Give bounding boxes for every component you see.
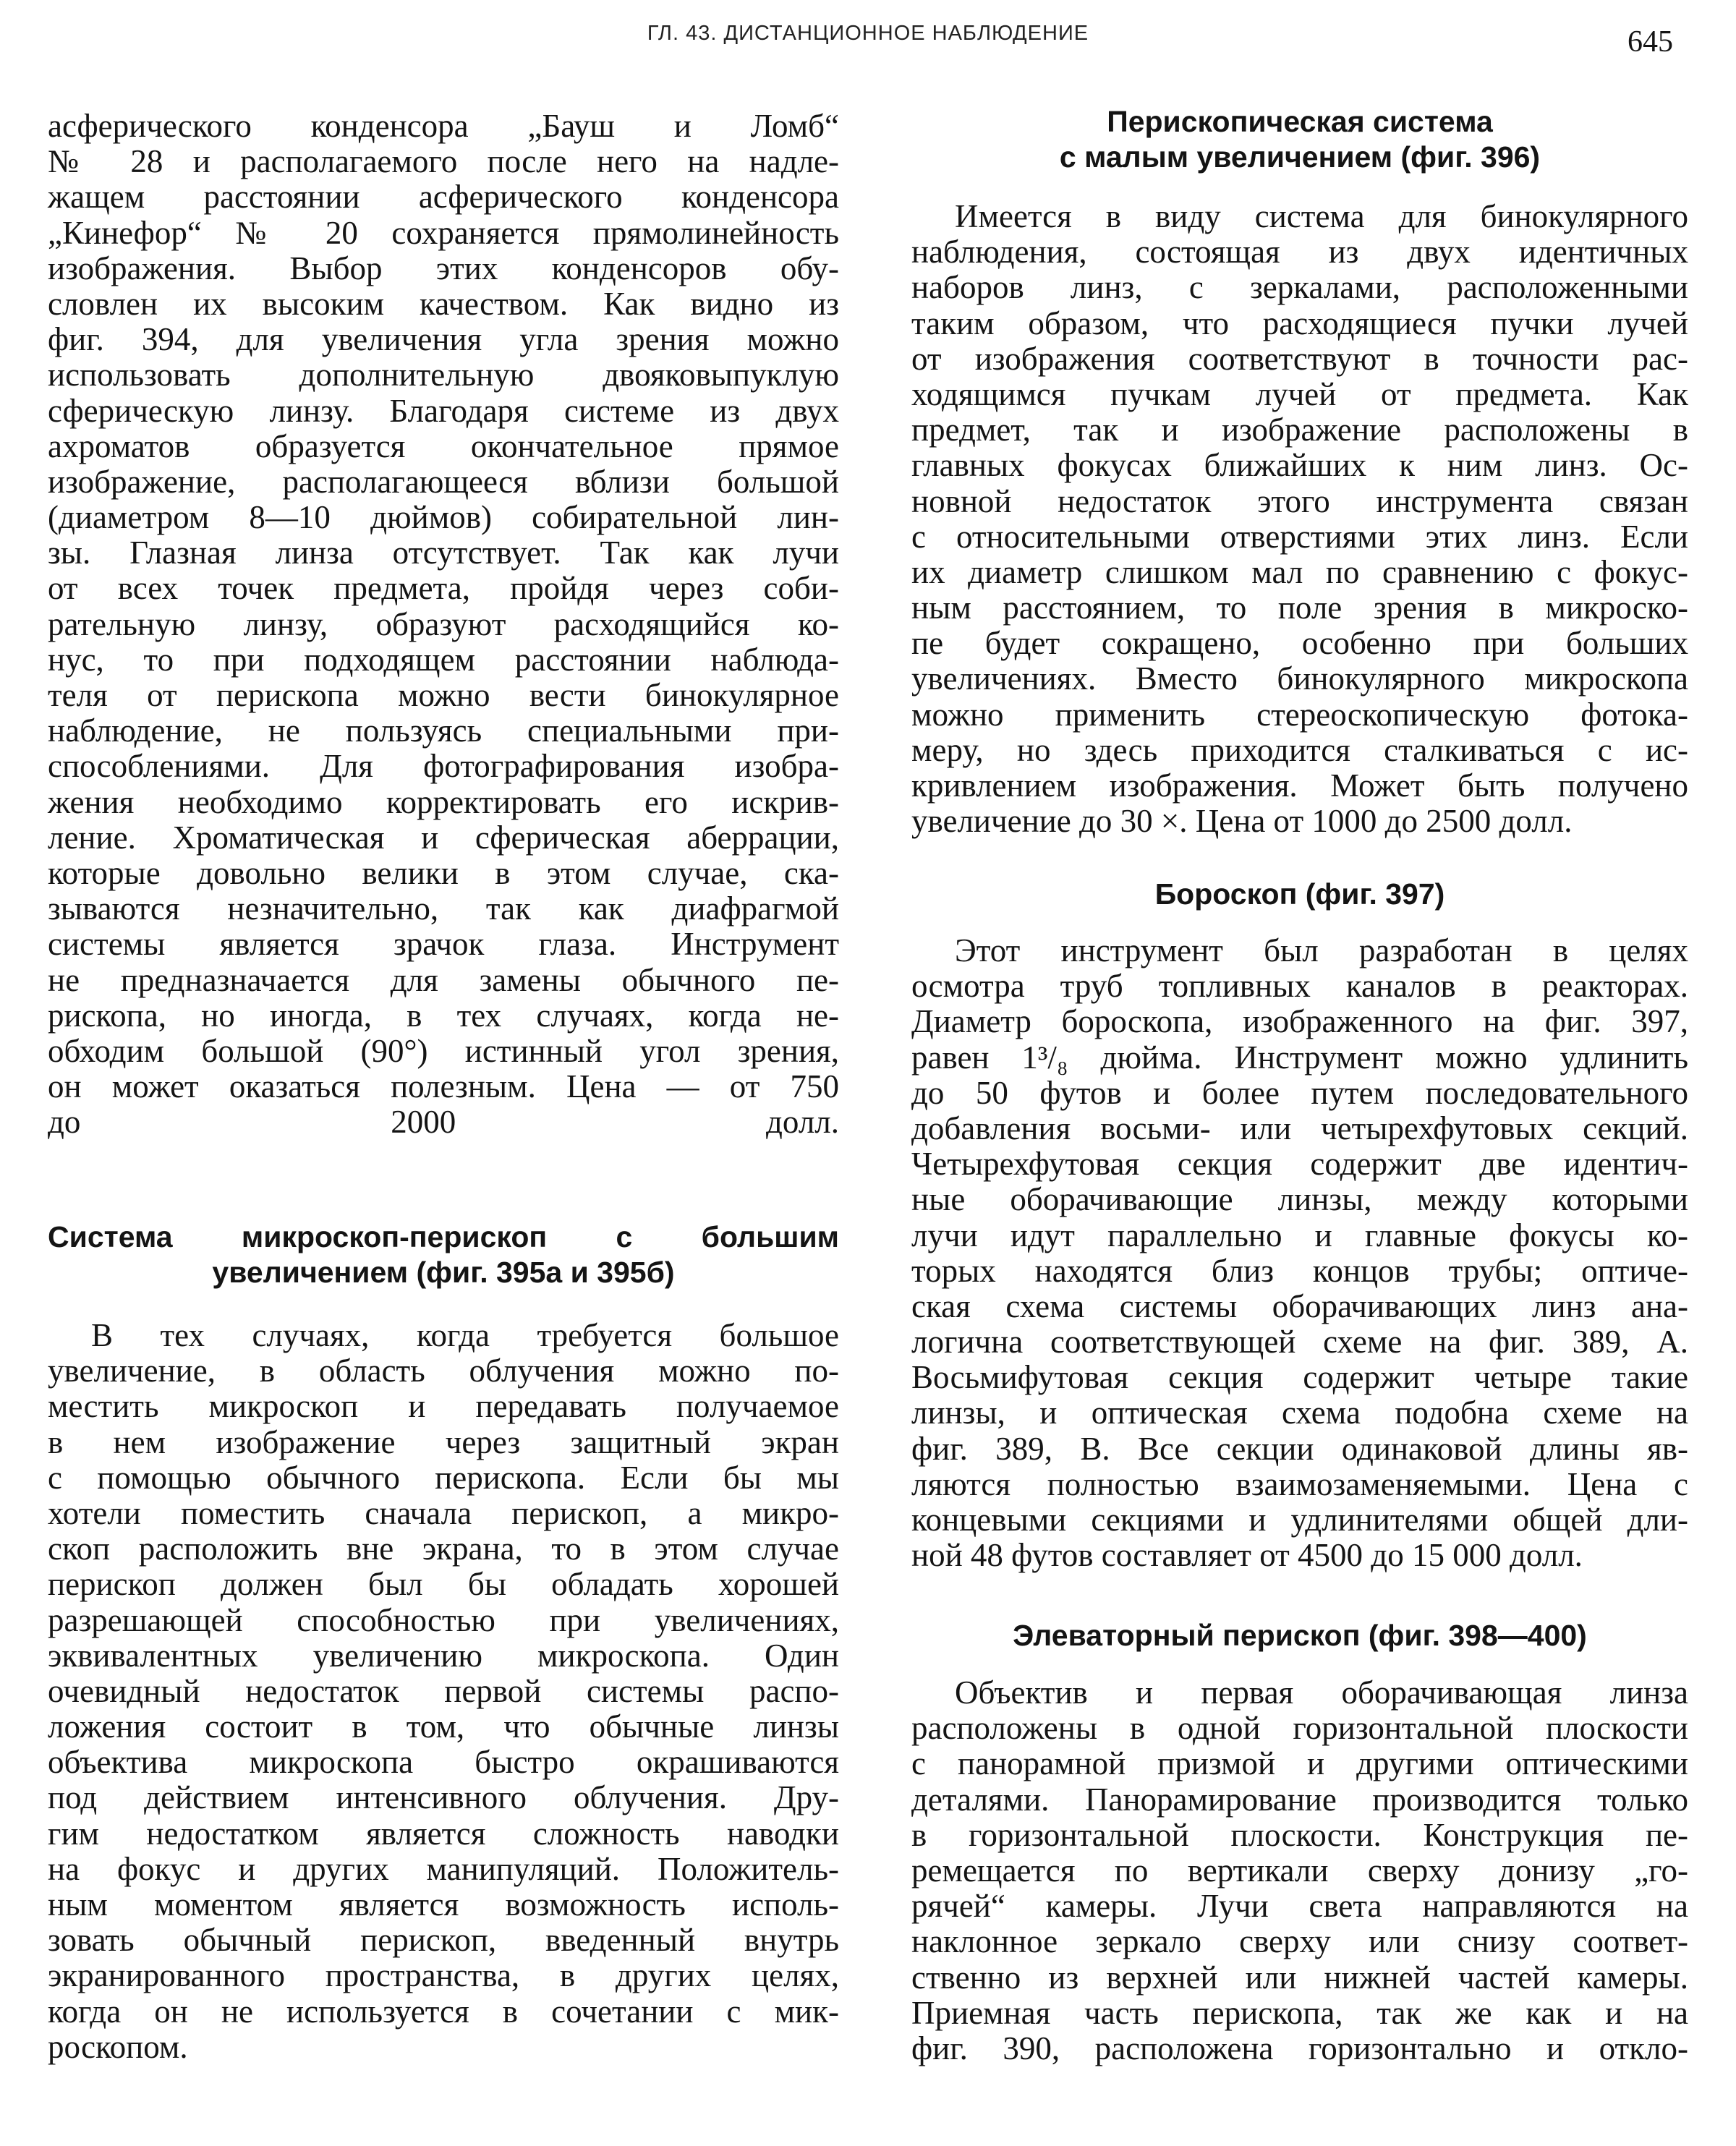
text-line: ская схема системы оборачивающих линз ана- [911,1287,1688,1324]
text-line: объектива микроскопа быстро окрашиваются [48,1744,839,1781]
text-line: рячей“ камеры. Лучи света направляются на [911,1888,1688,1925]
text-line: ление. Хроматическая и сферическая аберрации, [48,819,839,856]
text-line: логична соответствующей схеме на фиг. 389, А. [911,1324,1688,1361]
paragraph [911,1675,1688,2066]
text-line: Восьмифутовая секция содержит четыре такие [911,1359,1688,1396]
heading-line: Бороскоп (фиг. 397) [1154,877,1445,911]
section-heading [911,1618,1688,1653]
text-line: с относительными отверстиями этих линз. Если [911,518,1688,555]
text-line: ные оборачивающие линзы, между которыми [911,1181,1688,1218]
text-line: новной недостаток этого инструмента связан [911,482,1688,519]
text-line: в нем изображение через защитный экран [48,1423,839,1460]
text-line: роскопом. [48,2028,188,2065]
text-line: наклонное зеркало сверху или снизу соответ- [911,1923,1688,1960]
text-line: сферическую линзу. Благодаря системе из двух [48,392,839,429]
text-line: теля от перископа можно вести бинокулярное [48,677,839,713]
text-line: рательную линзу, образуют расходящийся ко- [48,605,839,642]
text-line: эквивалентных увеличению микроскопа. Один [48,1637,839,1674]
text-line: Объектив и первая оборачивающая линза [955,1674,1688,1711]
running-head: ГЛ. 43. ДИСТАНЦИОННОЕ НАБЛЮДЕНИЕ [647,22,1089,45]
text-line: ной 48 футов составляет от 4500 до 15 000 долл. [911,1537,1583,1574]
text-line: концевыми секциями и удлинителями общей дли- [911,1502,1688,1538]
text-line: очевидный недостаток первой системы распо- [48,1672,839,1709]
text-line: ляются полностью взаимозаменяемыми. Цена с [911,1465,1688,1502]
text-line: ным моментом является возможность исполь- [48,1886,839,1923]
heading-line: с малым увеличением (фиг. 396) [1059,140,1541,174]
text-line: способлениями. Для фотографирования изобра- [48,748,839,785]
text-line: под действием интенсивного облучения. Дру- [48,1779,839,1816]
text-line: Этот инструмент был разработан в целях [955,932,1688,968]
text-line: местить микроскоп и передавать получаемое [48,1388,839,1425]
text-line: предмет, так и изображение расположены в [911,412,1688,448]
text-line: фиг. 394, для увеличения угла зрения можно [48,321,839,358]
text-line: он может оказаться полезным. Цена — от 750 [48,1068,839,1105]
paragraph [48,108,839,1140]
section-heading [911,104,1688,175]
text-line: на фокус и других манипуляций. Положитель- [48,1850,839,1887]
text-line: которые довольно велики в этом случае, ска- [48,854,839,891]
text-line: системы является зрачок глаза. Инструмент [48,926,839,963]
heading-line: увеличением (фиг. 395а и 395б) [212,1256,675,1290]
text-line: Имеется в виду система для бинокулярного [955,198,1688,234]
heading-line: Система микроскоп-перископ с большим [48,1220,839,1253]
text-line: увеличениях. Вместо бинокулярного микроскопа [911,660,1688,697]
text-line: ственно из верхней или нижней частей камеры. [911,1959,1688,1996]
text-line: когда он не используется в сочетании с мик- [48,1993,839,2030]
text-line: таким образом, что расходящиеся пучки лучей [911,305,1688,341]
text-line: пе будет сокращено, особенно при больших [911,625,1688,662]
text-line: ремещается по вертикали сверху донизу „го- [911,1852,1688,1889]
paragraph [48,1318,839,2065]
text-line: нус, то при подходящем расстоянии наблюда- [48,641,839,678]
text-line: равен 1³/₈ дюйма. Инструмент можно удлинить [911,1039,1688,1076]
text-line: разрешающей способностью при увеличениях, [48,1601,839,1638]
text-line: гим недостатком является сложность наводки [48,1815,839,1852]
text-line: с помощью обычного перископа. Если бы мы [48,1459,839,1496]
text-line: хотели поместить сначала перископ, а микро- [48,1494,839,1531]
text-line: скоп расположить вне экрана, то в этом случае [48,1530,839,1567]
text-line: перископ должен был бы обладать хорошей [48,1566,839,1603]
text-line: Диаметр бороскопа, изображенного на фиг. 397, [911,1003,1688,1040]
text-line: асферического конденсора „Бауш и Ломб“ [48,108,839,144]
text-line: кривлением изображения. Может быть получено [911,767,1688,804]
heading-line: Перископическая система [1107,105,1493,138]
text-line: осмотра труб топливных каналов в реакторах. [911,968,1688,1005]
text-line: можно применить стереоскопическую фотока- [911,696,1688,733]
text-line: лучи идут параллельно и главные фокусы ко- [911,1217,1688,1253]
text-line: зовать обычный перископ, введенный внутрь [48,1922,839,1959]
text-line: зываются незначительно, так как диафрагмой [48,890,839,927]
text-line: изображения. Выбор этих конденсоров обу- [48,250,839,286]
text-line: ным расстоянием, то поле зрения в микроско- [911,589,1688,626]
text-line: в горизонтальной плоскости. Конструкция пе- [911,1816,1688,1853]
text-line: деталями. Панорамирование производится только [911,1781,1688,1818]
text-line: экранированного пространства, в других целях, [48,1957,839,1994]
text-line: увеличение до 30 ×. Цена от 1000 до 2500 долл. [911,803,1573,840]
text-line: добавления восьми- или четырехфутовых секций. [911,1110,1688,1146]
text-line: их диаметр слишком мал по сравнению с фокус- [911,553,1688,590]
text-line: № 28 и располагаемого после него на надле- [48,143,839,180]
text-line: жащем расстоянии асферического конденсора [48,179,839,216]
text-line: обходим большой (90°) истинный угол зрения, [48,1032,839,1069]
text-line: фиг. 390, расположена горизонтально и откло- [911,2030,1688,2066]
text-line: с панорамной призмой и другими оптическими [911,1745,1688,1782]
text-line: „Кинефор“ № 20 сохраняется прямолинейность [48,214,839,251]
text-line: жения необходимо корректировать его искрив- [48,783,839,820]
text-line: меру, но здесь приходится сталкиваться с ис- [911,731,1688,768]
paragraph [911,199,1688,839]
text-line: наблюдение, не пользуясь специальными при- [48,712,839,749]
text-line: расположены в одной горизонтальной плоскости [911,1710,1688,1747]
text-line: рископа, но иногда, в тех случаях, когда не- [48,997,839,1034]
text-line: Приемная часть перископа, так же как и на [911,1994,1688,2031]
text-line: увеличение, в область облучения можно по- [48,1353,839,1389]
text-line: зы. Глазная линза отсутствует. Так как лучи [48,535,839,571]
section-heading [48,1219,839,1290]
heading-line: Элеваторный перископ (фиг. 398—400) [1013,1619,1587,1652]
text-line: ложения состоит в том, что обычные линзы [48,1708,839,1745]
text-line: использовать дополнительную двояковыпуклую [48,357,839,393]
text-line: Четырехфутовая секция содержит две идентич- [911,1146,1688,1183]
text-line: от изображения соответствуют в точности рас- [911,340,1688,377]
text-line: ахроматов образуется окончательное прямое [48,427,839,464]
text-line: до 50 футов и более путем последовательного [911,1074,1688,1111]
text-line: торых находятся близ концов трубы; оптиче- [911,1252,1688,1289]
text-line: изображение, располагающееся вблизи большой [48,463,839,500]
section-heading [911,877,1688,912]
text-line: наборов линз, с зеркалами, расположенными [911,269,1688,306]
text-line: наблюдения, состоящая из двух идентичных [911,234,1688,271]
text-line: словлен их высоким качеством. Как видно из [48,285,839,322]
text-line: линзы, и оптическая схема подобна схеме на [911,1395,1688,1431]
text-line: от всех точек предмета, пройдя через соби- [48,570,839,607]
text-line: (диаметром 8—10 дюймов) собирательной лин- [48,499,839,536]
text-line: не предназначается для замены обычного пе- [48,961,839,998]
text-line: ходящимся пучкам лучей от предмета. Как [911,375,1688,412]
text-line: В тех случаях, когда требуется большое [91,1317,839,1353]
text-line: главных фокусах ближайших к ним линз. Ос- [911,447,1688,484]
text-line: фиг. 389, В. Все секции одинаковой длины яв- [911,1430,1688,1467]
paragraph [911,933,1688,1573]
page-number: 645 [1628,25,1673,59]
text-line: до 2000 долл. [48,1104,839,1141]
